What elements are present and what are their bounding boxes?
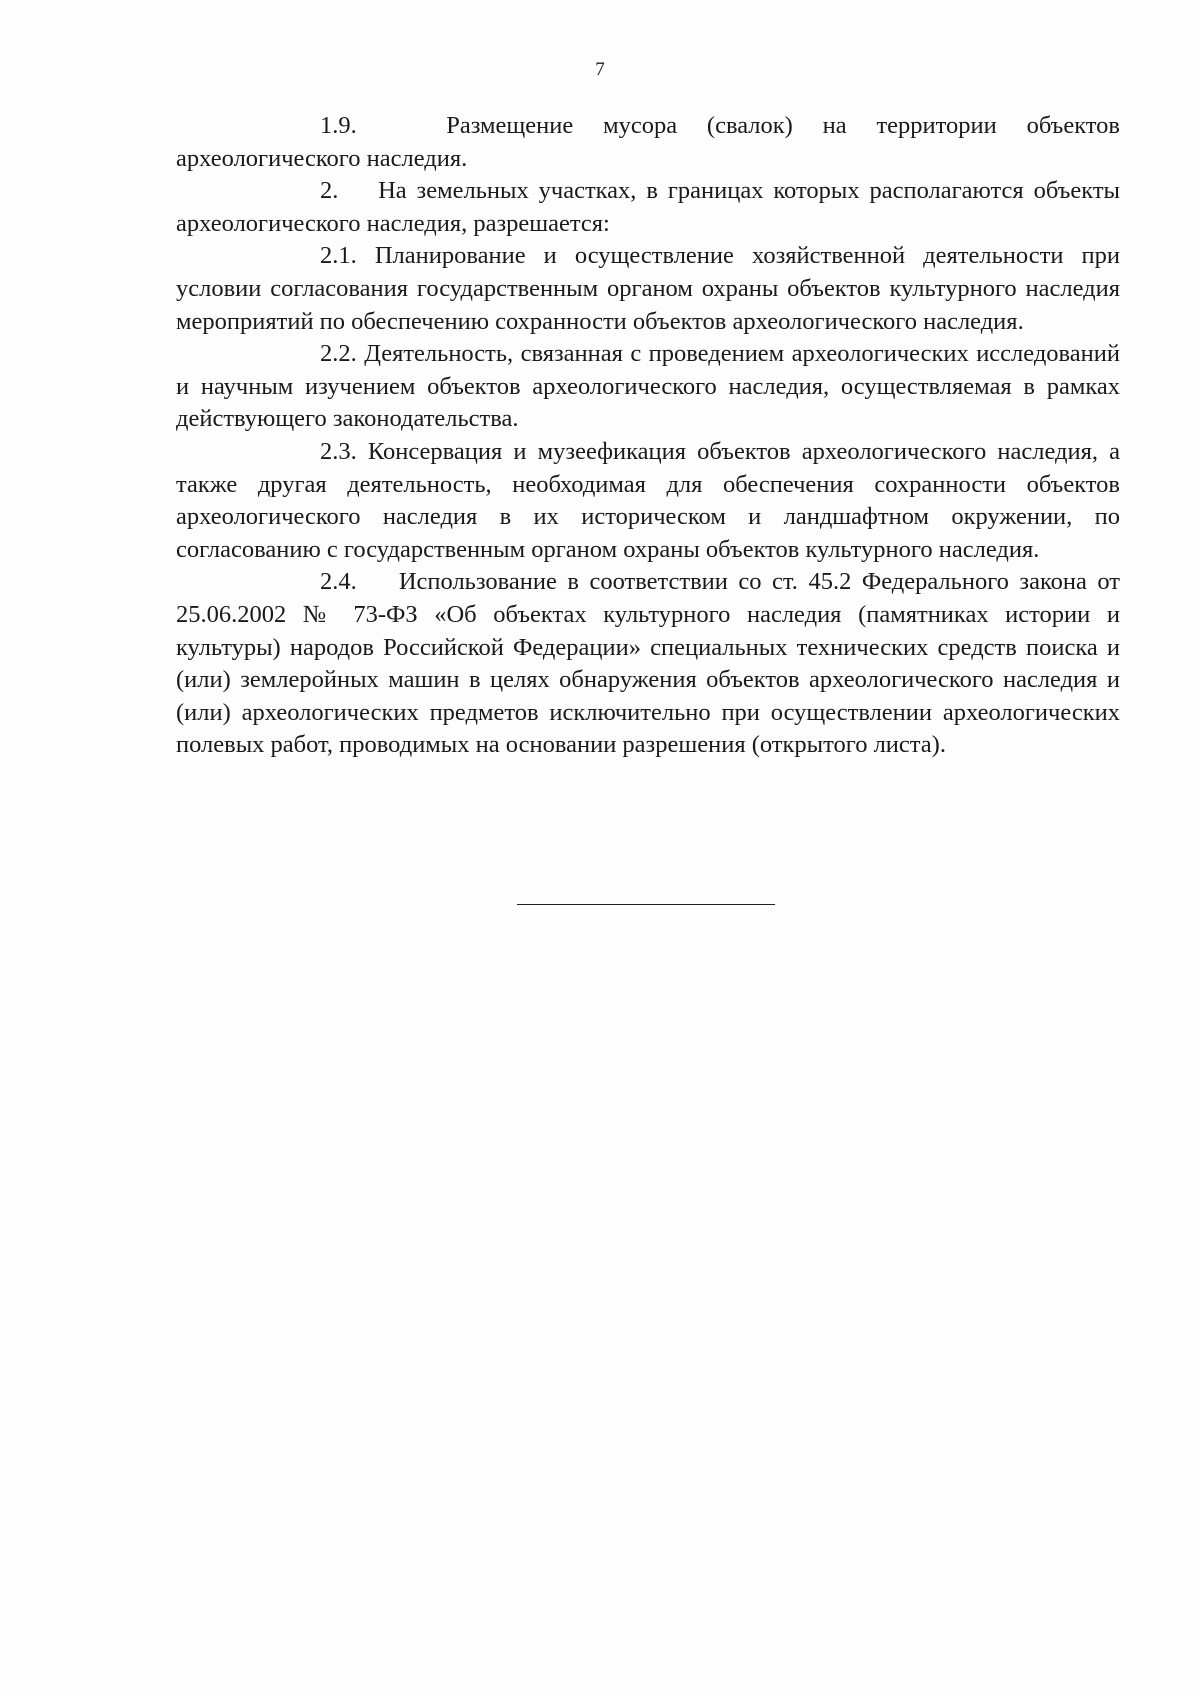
paragraph-text: Использование в соответствии со ст. 45.2 Федерального закона от 25.06.2002 № 73-ФЗ «Об объектах культурного наследия (памятниках истории и культуры) народов Российской Федерации» специальных технических средств поиска и (или) землеройных машин в целях обнаружения объектов археологического наследия и (или) археологических предметов исключительно при осуществлении археологических полевых работ, проводимых на основании разрешения (открытого листа).: [176, 568, 1120, 759]
paragraph-text: Размещение мусора (свалок) на территории объектов археологического наследия.: [176, 112, 1120, 172]
paragraph-text: Деятельность, связанная с проведением археологических исследований и научным изучением объектов археологического наследия, осуществляемая в рамках действующего законодательства.: [176, 340, 1120, 433]
paragraph-number: 2.: [320, 177, 339, 205]
paragraph-text: Консервация и музеефикация объектов археологического наследия, а также другая деятельность, необходимая для обеспечения сохранности объектов археологического наследия в их историческом и ландшафтном окружении, по согласованию с государственным органом охраны объектов культурного наследия.: [176, 437, 1120, 563]
paragraph-number: 2.1.: [320, 242, 357, 270]
end-of-text-rule: [517, 904, 775, 905]
paragraph-number: 2.3.: [320, 437, 357, 465]
paragraph-2-1: [176, 240, 1120, 338]
paragraph-2-4: [176, 566, 1120, 762]
paragraph-2-3: [176, 436, 1120, 566]
paragraph-text: На земельных участках, в границах которых располагаются объекты археологического наследия, разрешается:: [176, 177, 1120, 237]
paragraph-1-9: [176, 110, 1120, 175]
paragraph-number: 1.9.: [320, 112, 357, 139]
paragraph-number: 2.2.: [320, 340, 357, 368]
paragraph-number: 2.4.: [320, 568, 357, 596]
paragraph-2-2: [176, 338, 1120, 436]
paragraph-2: [176, 175, 1120, 240]
page-number: 7: [595, 59, 605, 80]
document-body: [176, 110, 1120, 762]
paragraph-text: Планирование и осуществление хозяйственной деятельности при условии согласования государственным органом охраны объектов культурного наследия мероприятий по обеспечению сохранности объектов археологического наследия.: [176, 242, 1120, 335]
